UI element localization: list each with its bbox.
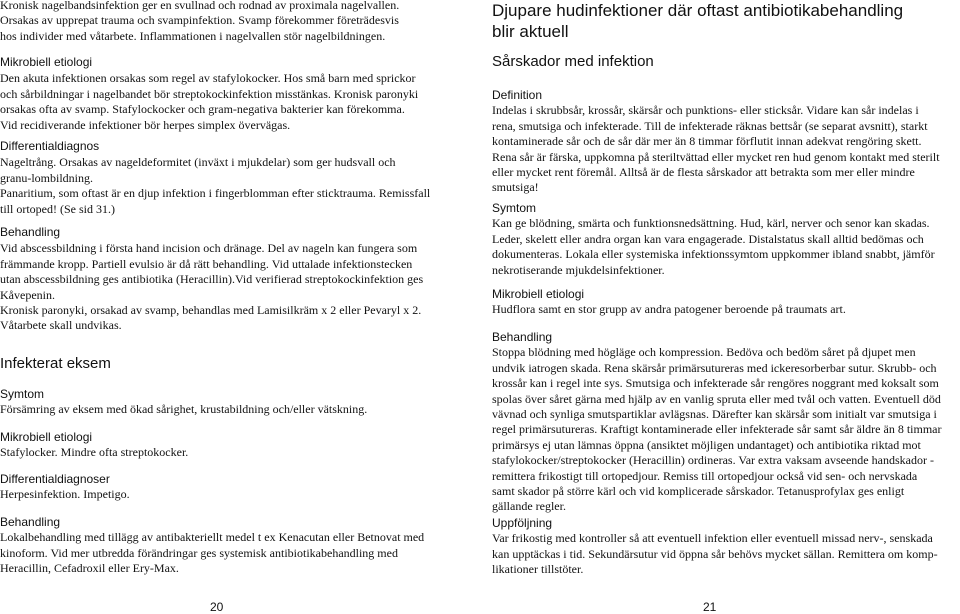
title-line: blir aktuell: [492, 22, 569, 41]
text-line: Den akuta infektionen orsakas som regel av stafylokocker. Hos små barn med sprickor: [0, 71, 416, 86]
text-line: Kåvepenin.: [0, 287, 55, 302]
section-heading: Differentialdiagnoser: [0, 472, 110, 486]
section-heading: Mikrobiell etiologi: [492, 287, 585, 301]
section-heading: Mikrobiell etiologi: [0, 430, 93, 444]
title-line: Djupare hudinfektioner där oftast antibiotikabehandling: [492, 1, 904, 20]
text-line: Hudflora samt en stor grupp av andra patogener beroende på traumats art.: [492, 302, 846, 317]
section-symtom: [0, 387, 452, 418]
text-line: Kan ge blödning, smärta och funktionsnedsättning. Hud, kärl, nerver och senor kan skadas.: [492, 216, 930, 231]
section-behandling: [492, 330, 955, 515]
text-line: Var frikostig med kontroller så att eventuell infektion eller eventuell missad nerv-, senskada: [492, 531, 933, 546]
section-behandling: [0, 225, 452, 334]
section-etiologi: [0, 55, 452, 133]
text-line: Herpesinfektion. Impetigo.: [0, 487, 130, 502]
text-line: likationer tillstöter.: [492, 562, 584, 577]
text-line: Nageltrång. Orsakas av nageldeformitet (inväxt i mjukdelar) som ger hudsvall och: [0, 155, 396, 170]
text-line: hos individer med våtarbete. Inflammationen i nagelvallen stör nagelbildningen.: [0, 28, 386, 43]
text-line: Lokalbehandling med tillägg av antibakteriellt medel t ex Kenacutan eller Betnovat med: [0, 530, 425, 545]
text-line: Rena sår är färska, uppkomna på steriltvättad eller mycket ren hud genom kontakt med sterilt: [492, 149, 940, 164]
text-line: undvik iatrogen skada. Rena skärsår primärsutureras med ickeresorberbar sutur. Skrubb- och: [492, 360, 937, 375]
text-line: krossår kan i regel inte sys. Smutsiga och infekterade sår rengöres noggrant med koksalt som: [492, 376, 939, 391]
section-differentialdiagnos: [0, 139, 452, 217]
text-line: stafylokocker/streptokocker (Heracillin) ordineras. Var extra vaksam avseende handskador -: [492, 453, 934, 468]
section-heading: Symtom: [0, 387, 45, 401]
page-number-left: 20: [210, 600, 224, 614]
text-line: vävnad och synliga smutspartiklar avlägsnas. Därefter kan skärsår som initialt var smutsiga i: [492, 407, 937, 422]
text-line: till ortoped! (Se sid 31.): [0, 201, 115, 216]
page-number-right: 21: [703, 600, 717, 614]
section-heading: Behandling: [0, 225, 61, 239]
section-heading: Differentialdiagnos: [0, 139, 100, 153]
section-heading: Behandling: [492, 330, 553, 344]
section-heading: Definition: [492, 88, 543, 102]
text-line: utan abscessbildning ges antibiotika (Heracillin).Vid verifierad streptokockinfektion ges: [0, 272, 424, 287]
text-line: Stafylocker. Mindre ofta streptokocker.: [0, 445, 189, 460]
section-etiologi: [492, 287, 955, 318]
text-line: granu-lombildning.: [0, 170, 93, 185]
section-heading: Uppföljning: [492, 516, 553, 530]
text-line: primärsys ej utan lämnas öppna (ansiktet möjligen undantaget) och antibiotika riktad mot: [492, 437, 921, 452]
text-line: Våtarbete skall undvikas.: [0, 318, 122, 333]
text-line: Leder, skelett eller andra organ kan vara engagerade. Distalstatus skall alltid bedömas och: [492, 231, 924, 246]
text-line: kontaminerade sår och de sår där mer än 8 timmar förflutit innan adekvat rengöring skett.: [492, 134, 922, 149]
text-line: Vid abscessbildning i första hand incision och dränage. Del av nageln kan fungera som: [0, 241, 418, 256]
text-line: rena, smutsiga och infekterade. Till de infekterade räknas bettsår (se separat avsnitt), starkt: [492, 118, 928, 133]
section-symtom: [492, 201, 955, 278]
text-line: Panaritium, som oftast är en djup infektion i fingerblomman efter sticktrauma. Remissfall: [0, 186, 431, 201]
section-behandling-2: [0, 515, 452, 577]
text-line: smutsiga!: [492, 180, 539, 195]
section-definition: [492, 88, 955, 196]
text-line: Vid recidiverande infektioner bör herpes simplex övervägas.: [0, 117, 291, 132]
chapter-heading: Infekterat eksem: [0, 355, 111, 372]
text-line: Kronisk paronyki, orsakad av svamp, behandlas med Lamisilkräm x 2 eller Pevaryl x 2.: [0, 303, 422, 318]
text-line: Försämring av eksem med ökad sårighet, krustabildning och/eller vätskning.: [0, 402, 368, 417]
page-title: [492, 0, 955, 42]
section-heading: Symtom: [492, 201, 537, 215]
text-line: Stoppa blödning med högläge och kompression. Bedöva och bedöm såret på djupet men: [492, 345, 916, 360]
text-line: och sårbildningar i nagelbandet bör streptokockinfektion misstänkas. Kronisk paronyki: [0, 86, 419, 101]
text-line: spolas över såret gärna med hjälp av en vanlig spruta eller med tvål och vatten. Eventuell död: [492, 391, 941, 406]
text-line: remittera frikostigt till ortopedjour. Remiss till ortopedjour också vid sen- och nervskada: [492, 468, 918, 483]
text-line: Indelas i skrubbsår, krossår, skärsår och punktions- eller sticksår. Vidare kan sår indelas i: [492, 103, 919, 118]
section-heading: Behandling: [0, 515, 61, 529]
text-line: Kronisk nagelbandsinfektion ger en svullnad och rodnad av proximala nagelvallen.: [0, 0, 400, 12]
section-differentialdiagnoser: [0, 472, 452, 503]
text-line: kan upptäckas i tid. Sekundärsutur vid öppna sår behövs mycket sällan. Remittera om komp-: [492, 546, 938, 561]
section-heading: Mikrobiell etiologi: [0, 55, 93, 69]
text-line: dokumenteras. Lokala eller systemiska infektionssymtom uppkommer ibland snabbt, jämför: [492, 247, 935, 262]
text-line: Orsakas av upprepat trauma och svampinfektion. Svamp förekommer företrädesvis: [0, 13, 399, 28]
text-line: regel primärsutureras. Kraftigt kontaminerade eller infekterade sår samt sår äldre än 8 timmar: [492, 422, 942, 437]
text-line: eller mycket rent föremål. Alltså är de flesta sårskador att betrakta som mer eller mindre: [492, 165, 915, 180]
text-line: nekrotiserande mjukdelsinfektioner.: [492, 262, 665, 277]
text-line: främmande kropp. Partiell evulsio är då rätt behandling. Vid uttalade infektionstecken: [0, 256, 413, 271]
section-etiologi-2: [0, 430, 452, 461]
text-line: orsakas ofta av svamp. Stafylockocker och gram-negativa bakterier kan förekomma.: [0, 102, 405, 117]
text-line: kinoform. Vid mer utbredda förändringar ges systemisk antibiotikabehandling med: [0, 545, 398, 560]
text-line: samt skador på större kärl och vid komplicerade sårskador. Tetanusprofylax ges enligt: [492, 484, 905, 499]
intro-paragraph: [0, 0, 452, 44]
text-line: Heracillin, Cefadroxil eller Ery-Max.: [0, 561, 179, 576]
chapter-heading: Sårskador med infektion: [492, 53, 654, 70]
section-uppfoljning: [492, 516, 955, 578]
text-line: gällande regler.: [492, 499, 566, 514]
